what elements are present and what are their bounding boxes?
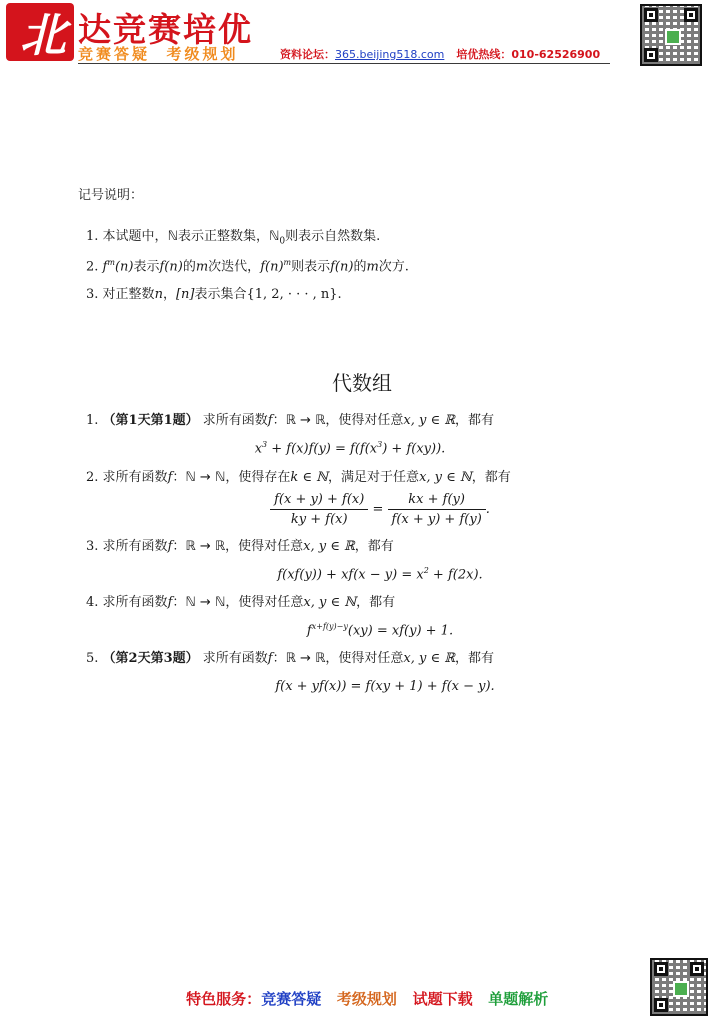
forum-label: 资料论坛：: [280, 48, 335, 61]
footer-services: [0, 970, 724, 1009]
problem-1-statement: 1. （第1天第1题） 求所有函数f：ℝ → ℝ，使得对任意x, y ∈ ℝ，都有: [86, 413, 495, 428]
problem-3-statement: 3. 求所有函数f：ℝ → ℝ，使得对任意x, y ∈ ℝ，都有: [86, 539, 394, 554]
forum-link[interactable]: 365.beijing518.com: [335, 48, 445, 61]
notation-heading: 记号说明：: [78, 188, 144, 203]
contact-line: [280, 46, 600, 62]
section-title: 代数组: [332, 371, 392, 395]
fraction-left: $\frac{f(x + y) + f(x)}{ky + f(x)}$: [270, 492, 368, 527]
problem-3-equation: $f(xf(y)) + xf(x - y) = x^2 + f(2x)$.: [277, 566, 483, 583]
problem-2-statement: 2. 求所有函数f：ℕ → ℕ，使得存在k ∈ ℕ，满足对于任意x, y ∈ ℕ，都有: [86, 470, 511, 485]
problem-4-equation: $f^{x+f(y)-y}(xy) = xf(y) + 1$.: [306, 622, 454, 639]
footer-label: 特色服务：: [186, 990, 262, 1008]
problem-5-statement: 5. （第2天第3题） 求所有函数f：ℝ → ℝ，使得对任意x, y ∈ ℝ，都有: [86, 651, 495, 666]
footer-link-analysis[interactable]: 单题解析: [488, 990, 549, 1008]
problem-2-equation: $\frac{f(x + y) + f(x)}{ky + f(x)}$ = $\frac{kx + f(y)}{f(x + y) + f(y)}$ .: [230, 492, 530, 527]
qr-code-icon: [650, 958, 708, 1016]
fraction-right: $\frac{kx + f(y)}{f(x + y) + f(y)}$: [388, 492, 486, 527]
logo: 北: [6, 3, 74, 61]
footer-link-plan[interactable]: 考级规划: [336, 990, 397, 1008]
brand-slogan: 竞赛答疑 考级规划: [78, 45, 239, 63]
notation-item-3: 3. 对正整数n，[n]表示集合{1, 2, · · · , n}.: [86, 287, 342, 302]
header-divider: [78, 63, 610, 64]
footer-link-download[interactable]: 试题下载: [412, 990, 473, 1008]
footer-link-qa[interactable]: 竞赛答疑: [261, 990, 322, 1008]
problem-4-statement: 4. 求所有函数f：ℕ → ℕ，使得对任意x, y ∈ ℕ，都有: [86, 595, 396, 610]
notation-item-1: 1. 本试题中，ℕ表示正整数集，ℕ$_0$则表示自然数集.: [86, 229, 381, 247]
brand-name: 达竞赛培优: [78, 10, 253, 49]
notation-item-2: 2. $f^m(n)$表示f(n)的m次迭代，$f(n)^m$则表示f(n)的m次方.: [86, 258, 409, 275]
hotline-label: 培优热线：: [456, 48, 512, 61]
problem-1-equation: $x^3 + f(x)f(y) = f(f(x^3) + f(xy))$.: [254, 440, 446, 457]
qr-code-icon: [640, 4, 702, 66]
hotline-number: 010-62526900: [511, 48, 601, 61]
problem-5-equation: f(x + yf(x)) = f(xy + 1) + f(x − y).: [275, 679, 495, 694]
